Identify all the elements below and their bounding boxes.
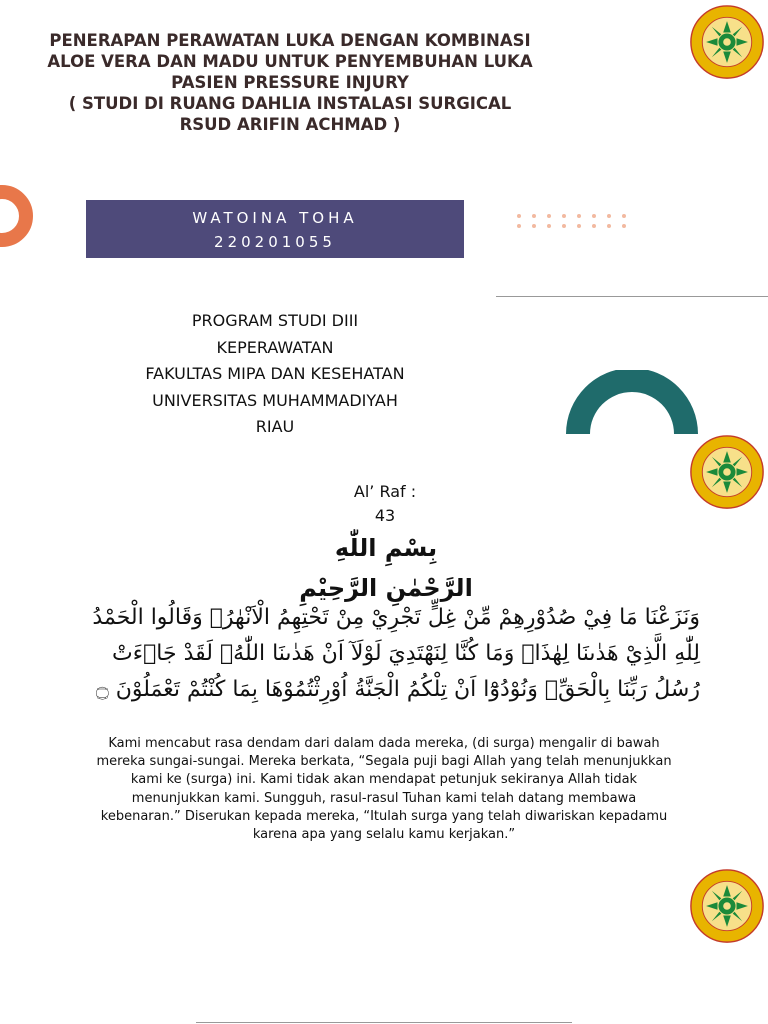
program-line: UNIVERSITAS MUHAMMADIYAH [152,390,398,410]
arabic-verse: وَنَزَعْنَا مَا فِيْ صُدُوْرِهِمْ مِّنْ غِلٍّ تَجْرِيْ مِنْ تَحْتِهِمُ الْاَنْهٰرُۚ وَقَالُوا الْحَمْدُ لِلّٰهِ الَّذِيْ هَدٰىنَا لِهٰذَاۗ وَمَا كُنَّا لِنَهْتَدِيَ لَوْلَآ اَنْ هَدٰىنَا اللّٰهُۚ لَقَدْ جَاۤءَتْ رُسُلُ رَبِّنَا بِالْحَقِّۗ وَنُوْدُوْٓا اَنْ تِلْكُمُ الْجَنَّةُ اُوْرِثْتُمُوْهَا بِمَا كُنْتُمْ تَعْمَلُوْنَ ۝ [92,605,700,702]
author-name: WATOINA TOHA [192,209,358,227]
program-line: RIAU [255,417,295,436]
presentation-title [20,30,560,135]
verse-translation: Kami mencabut rasa dendam dari dalam dada mereka, (di surga) mengalir di bawah mereka sungai-sungai. Mereka berkata, “Segala puji bagi Allah yang telah menunjukkan kami ke (surga) ini. Kami tidak akan mendapat petunjuk sekiranya Allah tidak menunjukkan kami. Sungguh, rasul-rasul Tuhan kami telah datang membawa kebenaran.” Diserukan kepada mereka, “Itulah surga yang telah diwariskan kepadamu karena apa yang selalu kamu kerjakan.” [96,736,672,843]
university-logo-icon [689,434,765,510]
divider-line [496,296,768,297]
program-info [100,308,450,441]
author-name-bar [86,200,464,258]
decorative-orange-arc [0,184,34,248]
author-id: 220201055 [214,233,336,251]
title-line: RSUD ARIFIN ACHMAD ) [179,115,401,134]
surah-reference [320,480,450,528]
title-line: PENERAPAN PERAWATAN LUKA DENGAN KOMBINASI [49,31,531,50]
surah-verse: 43 [374,506,396,525]
university-logo-icon [689,868,765,944]
program-line: FAKULTAS MIPA DAN KESEHATAN [145,364,405,383]
decorative-teal-arc [564,370,700,434]
title-line: ALOE VERA DAN MADU UNTUK PENYEMBUHAN LUKA [47,52,533,71]
basmala-calligraphy: بِسْمِ اللّٰهِ الرَّحْمٰنِ الرَّحِيْمِ [299,534,473,602]
program-line: PROGRAM STUDI DIII [191,311,359,330]
title-line: PASIEN PRESSURE INJURY [171,73,409,92]
program-line: KEPERAWATAN [216,337,334,357]
university-logo-icon [689,4,765,80]
surah-name: Al’ Raf : [353,482,417,501]
title-line: ( STUDI DI RUANG DAHLIA INSTALASI SURGICAL [68,94,512,113]
divider-line [196,1022,572,1023]
